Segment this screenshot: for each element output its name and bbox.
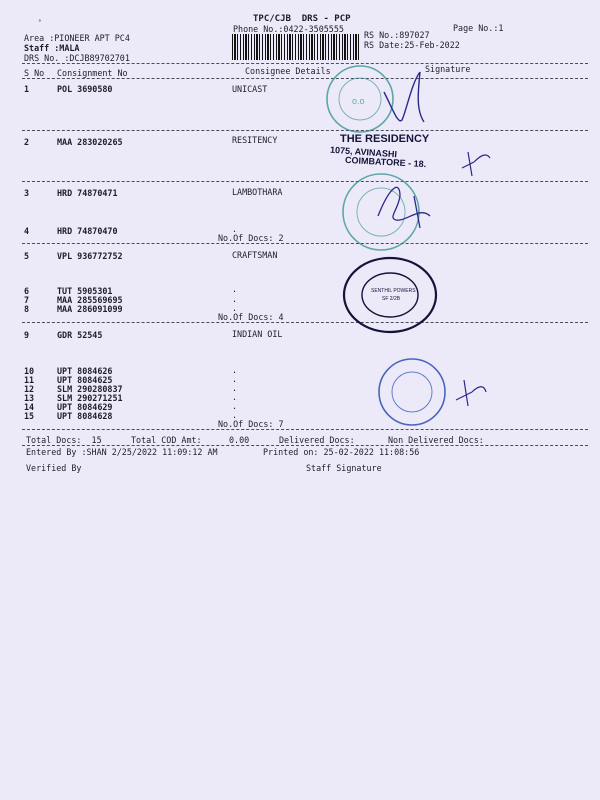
area-label: Area :PIONEER APT PC4 xyxy=(24,33,130,43)
divider xyxy=(22,130,588,131)
divider xyxy=(22,243,588,244)
rs-date: RS Date:25-Feb-2022 xyxy=(364,40,460,50)
row-consignee: CRAFTSMAN xyxy=(232,250,278,260)
row-sno: 2 xyxy=(24,137,30,147)
row-sno: 6 xyxy=(24,286,30,296)
residency-stamp-line1: THE RESIDENCY xyxy=(340,133,430,145)
row-consignment: POL 3690580 xyxy=(57,84,113,94)
row-sno: 5 xyxy=(24,251,30,261)
signature-scrawl xyxy=(370,176,440,236)
row-sno: 10 xyxy=(24,366,35,376)
row-sno: 12 xyxy=(24,384,35,394)
divider xyxy=(22,445,588,446)
signature-scrawl xyxy=(458,148,494,178)
bullet: . xyxy=(232,365,238,375)
row-consignment: UPT 8084625 xyxy=(57,375,113,385)
bullet: . xyxy=(232,294,238,304)
row-sno: 4 xyxy=(24,226,30,236)
bullet: . xyxy=(232,410,238,420)
bullet: . xyxy=(232,401,238,411)
corner-mark: ° xyxy=(38,19,42,26)
divider xyxy=(22,63,588,64)
bullet: . xyxy=(232,374,238,384)
bullet: . xyxy=(232,224,238,234)
row-consignment: SLM 290280837 xyxy=(57,384,123,394)
row-consignment: UPT 8084628 xyxy=(57,411,113,421)
printed-on: Printed on: 25-02-2022 11:08:56 xyxy=(263,447,420,457)
row-sno: 13 xyxy=(24,393,35,403)
bullet: . xyxy=(232,383,238,393)
row-consignee: INDIAN OIL xyxy=(232,329,283,339)
row-consignee: UNICAST xyxy=(232,84,268,94)
entered-by: Entered By :SHAN 2/25/2022 11:09:12 AM xyxy=(26,447,218,457)
row-consignment: TUT 5905301 xyxy=(57,286,113,296)
row-consignment: UPT 8084629 xyxy=(57,402,113,412)
row-consignee: RESITENCY xyxy=(232,135,278,145)
svg-text:o.o: o.o xyxy=(352,96,365,106)
row-sno: 14 xyxy=(24,402,35,412)
row-consignment: VPL 936772752 xyxy=(57,251,123,261)
docs-count: No.Of Docs: 4 xyxy=(218,312,284,322)
row-consignment: MAA 285569695 xyxy=(57,295,123,305)
col-signature: Signature xyxy=(425,64,471,74)
total-cod-value: 0.00 xyxy=(229,435,250,445)
residency-stamp-line3: COIMBATORE - 18. xyxy=(344,154,427,170)
rs-number: RS No.:897027 xyxy=(364,30,430,40)
row-consignment: MAA 283020265 xyxy=(57,137,123,147)
staff-signature: Staff Signature xyxy=(306,463,382,473)
row-consignee: LAMBOTHARA xyxy=(232,187,283,197)
docs-count: No.Of Docs: 2 xyxy=(218,233,284,243)
svg-text:SF 2/2B: SF 2/2B xyxy=(382,296,401,302)
drs-number: DRS No. :DCJB89702701 xyxy=(24,53,130,63)
row-sno: 11 xyxy=(24,375,35,385)
craftsman-round-stamp xyxy=(342,256,438,334)
divider xyxy=(22,429,588,430)
row-sno: 9 xyxy=(24,330,30,340)
staff-label: Staff :MALA xyxy=(24,43,80,53)
divider xyxy=(22,78,588,79)
row-consignment: MAA 286091099 xyxy=(57,304,123,314)
row-sno: 8 xyxy=(24,304,30,314)
phone-number: Phone No.:0422-3505555 xyxy=(233,24,344,34)
row-sno: 7 xyxy=(24,295,30,305)
row-consignment: GDR 52545 xyxy=(57,330,103,340)
indian-oil-round-stamp xyxy=(376,356,450,428)
verified-by: Verified By xyxy=(26,463,82,473)
row-consignment: SLM 290271251 xyxy=(57,393,123,403)
total-cod-label: Total COD Amt: xyxy=(131,435,202,445)
docs-count: No.Of Docs: 7 xyxy=(218,419,284,429)
divider xyxy=(22,322,588,323)
bullet: . xyxy=(232,284,238,294)
row-sno: 3 xyxy=(24,188,30,198)
bullet: . xyxy=(232,392,238,402)
row-consignment: HRD 74870471 xyxy=(57,188,118,198)
row-sno: 15 xyxy=(24,411,35,421)
page-number: Page No.:1 xyxy=(453,23,504,33)
col-consignee: Consignee Details xyxy=(245,66,331,76)
row-consignment: UPT 8084626 xyxy=(57,366,113,376)
col-sno: S No xyxy=(24,68,45,78)
svg-text:SENTHIL POWERS: SENTHIL POWERS xyxy=(371,288,416,294)
col-consignment: Consignment No xyxy=(57,68,128,78)
bullet: . xyxy=(232,303,238,313)
divider xyxy=(22,181,588,182)
doc-title: TPC/CJB DRS - PCP xyxy=(253,14,351,24)
row-sno: 1 xyxy=(24,84,30,94)
delivered-docs: Delivered Docs: xyxy=(279,435,355,445)
residency-stamp-line2: 1075, AVINASHI xyxy=(329,144,398,160)
signature-scrawl xyxy=(380,62,440,132)
non-delivered-docs: Non Delivered Docs: xyxy=(388,435,484,445)
barcode xyxy=(232,34,360,60)
total-docs: Total Docs: 15 xyxy=(26,435,102,445)
row-consignment: HRD 74870470 xyxy=(57,226,118,236)
signature-scrawl xyxy=(452,376,492,410)
